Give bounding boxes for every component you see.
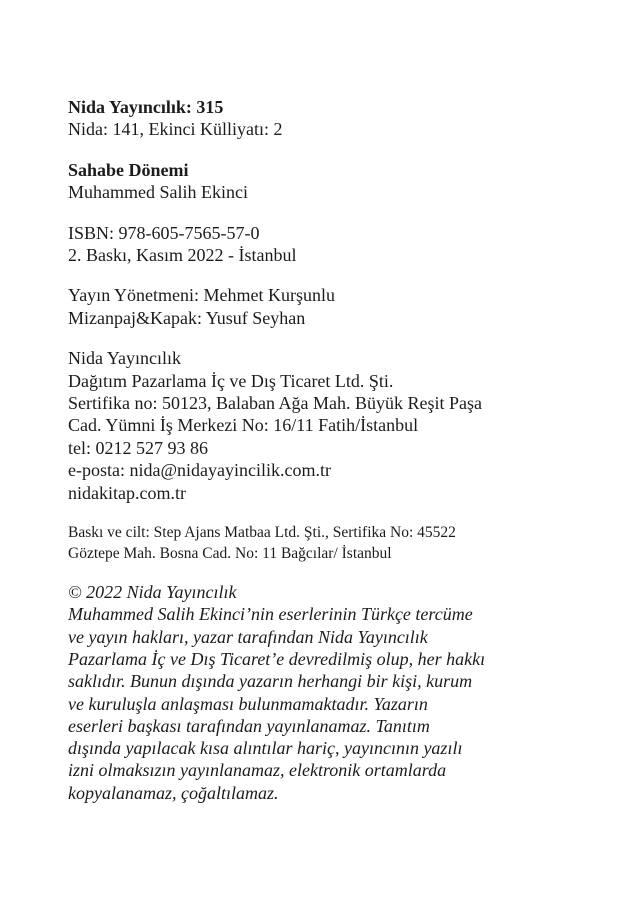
copyright-line: dışında yapılacak kısa alıntılar hariç, yayıncının yazılı (68, 738, 463, 759)
publisher-website-line: nidakitap.com.tr (68, 482, 186, 503)
printer-address-line: Göztepe Mah. Bosna Cad. No: 11 Bağcılar/ İstanbul (68, 545, 392, 563)
publisher-email-line: e-posta: nida@nidayayincilik.com.tr (68, 460, 332, 481)
publisher-address-block (68, 347, 578, 504)
printer-company-line: Baskı ve cilt: Step Ajans Matbaa Ltd. Şti., Sertifika No: 45522 (68, 524, 456, 542)
copyright-line: ve kuruluşla anlaşması bulunmamaktadır. Yazarın (68, 693, 428, 714)
publisher-company-line: Dağıtım Pazarlama İç ve Dış Ticaret Ltd. Şti. (68, 370, 394, 391)
author-name: Muhammed Salih Ekinci (68, 182, 248, 203)
copyright-line: Pazarlama İç ve Dış Ticaret’e devredilmiş olup, her hakkı (68, 648, 486, 669)
printer-block (68, 522, 578, 564)
copyright-line: kopyalanamaz, çoğaltılamaz. (68, 782, 279, 803)
publisher-phone-line: tel: 0212 527 93 86 (68, 437, 208, 458)
publisher-address-line: Cad. Yümni İş Merkezi No: 16/11 Fatih/İstanbul (68, 415, 419, 436)
book-title: Sahabe Dönemi (68, 159, 189, 180)
copyright-line: ve yayın hakları, yazar tarafından Nida Yayıncılık (68, 626, 428, 647)
isbn-line: ISBN: 978-605-7565-57-0 (68, 222, 260, 243)
series-detail: Nida: 141, Ekinci Külliyatı: 2 (68, 119, 283, 140)
series-publisher-number: Nida Yayıncılık: 315 (68, 97, 224, 117)
copyright-line: © 2022 Nida Yayıncılık (68, 582, 237, 603)
copyright-block (68, 581, 578, 804)
editor-line: Yayın Yönetmeni: Mehmet Kurşunlu (68, 285, 335, 306)
publisher-certificate-line: Sertifika no: 50123, Balaban Ağa Mah. Büyük Reşit Paşa (68, 393, 482, 414)
copyright-line: Muhammed Salih Ekinci’nin eserlerinin Türkçe tercüme (68, 604, 473, 625)
series-block (68, 96, 578, 141)
printing-line: 2. Baskı, Kasım 2022 - İstanbul (68, 245, 297, 266)
layout-cover-line: Mizanpaj&Kapak: Yusuf Seyhan (68, 307, 306, 328)
publisher-name-line: Nida Yayıncılık (68, 348, 182, 369)
staff-block (68, 284, 578, 329)
copyright-line: saklıdır. Bunun dışında yazarın herhangi bir kişi, kurum (68, 671, 473, 692)
work-block (68, 159, 578, 204)
edition-block (68, 222, 578, 267)
copyright-line: eserleri başkası tarafından yayınlanamaz. Tanıtım (68, 715, 430, 736)
copyright-line: izni olmaksızın yayınlanamaz, elektronik ortamlarda (68, 760, 447, 781)
